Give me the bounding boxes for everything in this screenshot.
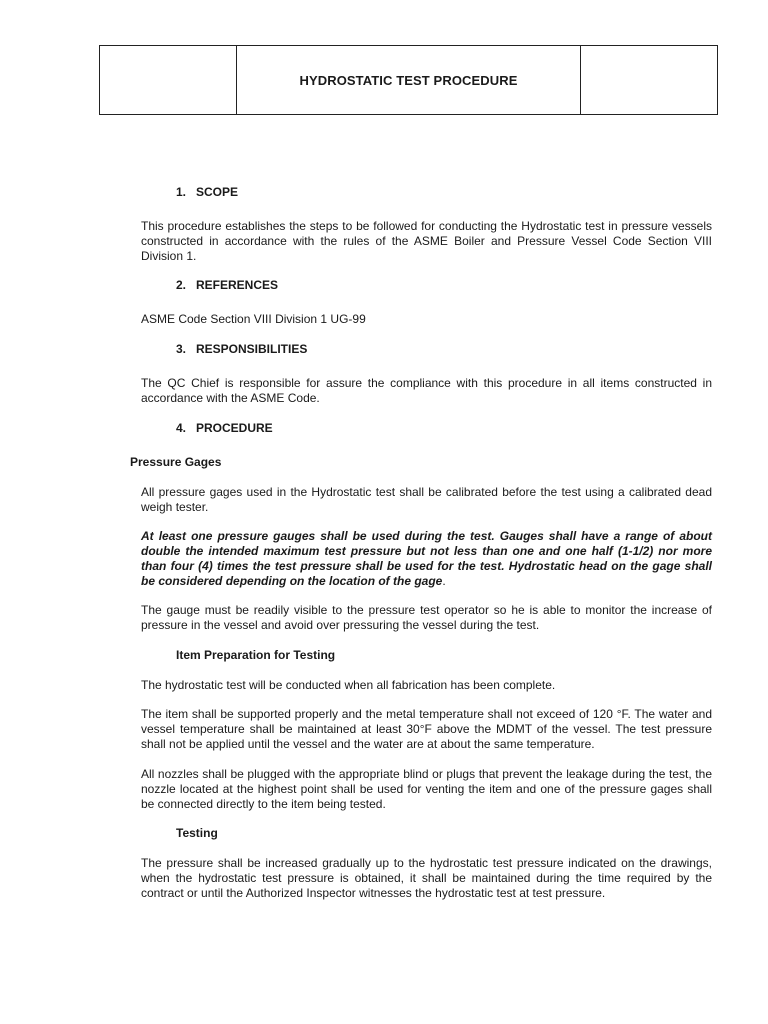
item-preparation-paragraph-2: The item shall be supported properly and the metal temperature shall not exceed of 120 °F. The water and vessel temperature shall be maintained at least 30°F above the MDMT of the vessel. The test pressure shall not be applied until the vessel and the water are at about the same temperature.	[141, 707, 712, 751]
pressure-gages-heading: Pressure Gages	[130, 455, 222, 469]
testing-heading: Testing	[176, 826, 218, 840]
section-title: REFERENCES	[196, 278, 279, 292]
item-preparation-heading: Item Preparation for Testing	[176, 648, 336, 662]
responsibilities-paragraph: The QC Chief is responsible for assure the compliance with this procedure in all items constructed in accordance with the ASME Code.	[141, 376, 712, 405]
pressure-gages-emphasis: At least one pressure gauges shall be used during the test. Gauges shall have a range of about double the intended maximum test pressure but not less than one and one half (1-1/2) nor more than four (4) times the test pressure shall be used for the test. Hydrostatic head on the gage shall be considered depending on the location of the gage	[141, 529, 712, 588]
document-header-table	[99, 45, 718, 115]
section-title: RESPONSIBILITIES	[196, 342, 308, 356]
document-title: HYDROSTATIC TEST PROCEDURE	[237, 46, 581, 114]
section-heading-procedure	[176, 421, 273, 435]
item-preparation-paragraph-3: All nozzles shall be plugged with the appropriate blind or plugs that prevent the leakage during the test, the nozzle located at the highest point shall be used for venting the item and one of the pressure gages shall be connected directly to the item being tested.	[141, 767, 712, 811]
header-logo-cell	[100, 46, 237, 114]
section-title: SCOPE	[196, 185, 239, 199]
section-heading-references	[176, 278, 278, 292]
section-title: PROCEDURE	[196, 421, 273, 435]
header-info-cell	[581, 46, 717, 114]
pressure-gages-paragraph-3: The gauge must be readily visible to the pressure test operator so he is able to monitor the increase of pressure in the vessel and avoid over pressuring the vessel during the test.	[141, 603, 712, 632]
section-number: 2.	[176, 278, 187, 292]
section-heading-scope	[176, 185, 238, 199]
references-paragraph: ASME Code Section VIII Division 1 UG-99	[141, 312, 366, 326]
item-preparation-paragraph-1: The hydrostatic test will be conducted when all fabrication has been complete.	[141, 678, 556, 692]
pressure-gages-paragraph-2	[141, 529, 712, 589]
testing-paragraph: The pressure shall be increased gradually up to the hydrostatic test pressure indicated on the drawings, when the hydrostatic test pressure is obtained, it shall be maintained during the time required by the contract or until the Authorized Inspector witnesses the hydrostatic test at test pressure.	[141, 856, 712, 900]
scope-paragraph: This procedure establishes the steps to be followed for conducting the Hydrostatic test in pressure vessels constructed in accordance with the rules of the ASME Boiler and Pressure Vessel Code Section VIII Division 1.	[141, 219, 712, 263]
section-number: 3.	[176, 342, 187, 356]
section-number: 1.	[176, 185, 187, 199]
pressure-gages-paragraph-1: All pressure gages used in the Hydrostatic test shall be calibrated before the test using a calibrated dead weigh tester.	[141, 485, 712, 514]
pressure-gages-period: .	[442, 574, 446, 588]
section-heading-responsibilities	[176, 342, 307, 356]
section-number: 4.	[176, 421, 187, 435]
